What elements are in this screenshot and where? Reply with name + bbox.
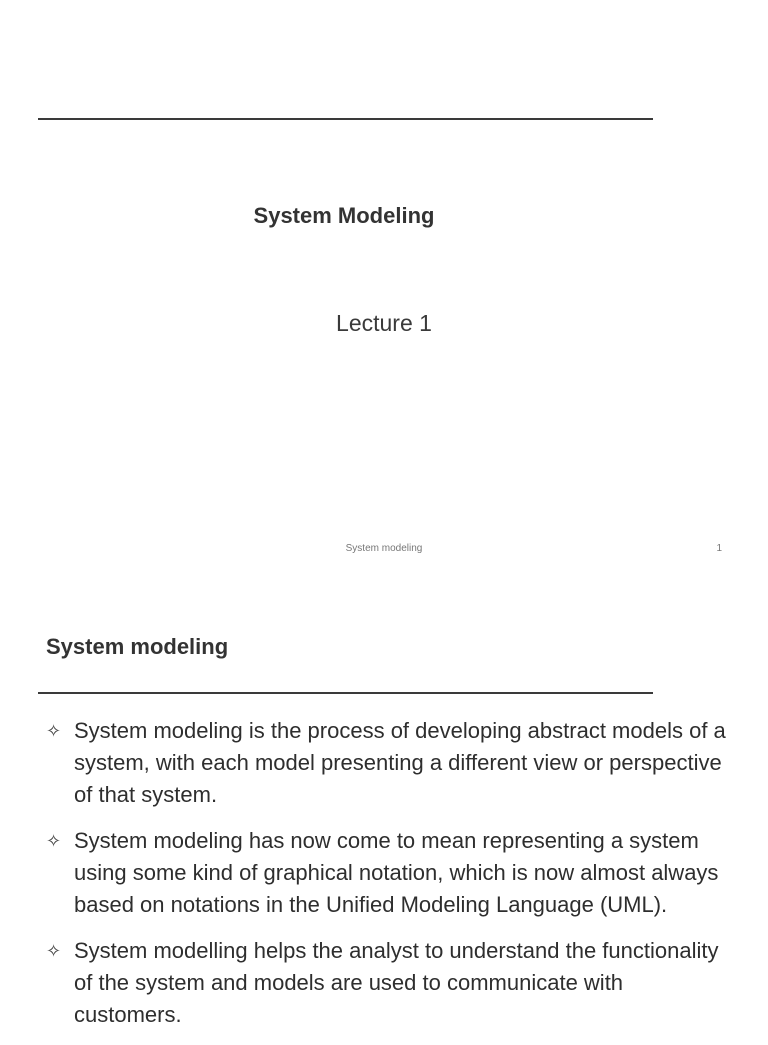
title-divider bbox=[38, 692, 653, 694]
bullet-text: System modeling has now come to mean representing a system using some kind of graphical notation, which is now almost always based on notations in the Unified Modeling Language (UML). bbox=[74, 828, 719, 917]
slide-2 bbox=[0, 590, 768, 1027]
bullet-list bbox=[46, 715, 736, 1045]
slide-title: System modeling bbox=[46, 634, 229, 659]
slide-subtitle: Lecture 1 bbox=[336, 310, 432, 336]
slide-footer: System modeling bbox=[345, 543, 423, 554]
slide-title: System Modeling bbox=[253, 203, 435, 228]
bullet-text: System modeling is the process of developing abstract models of a system, with each model presenting a different view or perspective of that system. bbox=[74, 718, 726, 807]
list-item bbox=[46, 715, 736, 811]
four-pointed-star-icon: ✧ bbox=[46, 941, 62, 961]
list-item bbox=[46, 825, 736, 921]
four-pointed-star-icon: ✧ bbox=[46, 721, 62, 741]
title-divider bbox=[38, 118, 653, 120]
list-item bbox=[46, 935, 736, 1031]
four-pointed-star-icon: ✧ bbox=[46, 831, 62, 851]
page-number: 1 bbox=[716, 543, 722, 554]
bullet-text: System modelling helps the analyst to understand the functionality of the system and models are used to communicate with customers. bbox=[74, 938, 719, 1027]
